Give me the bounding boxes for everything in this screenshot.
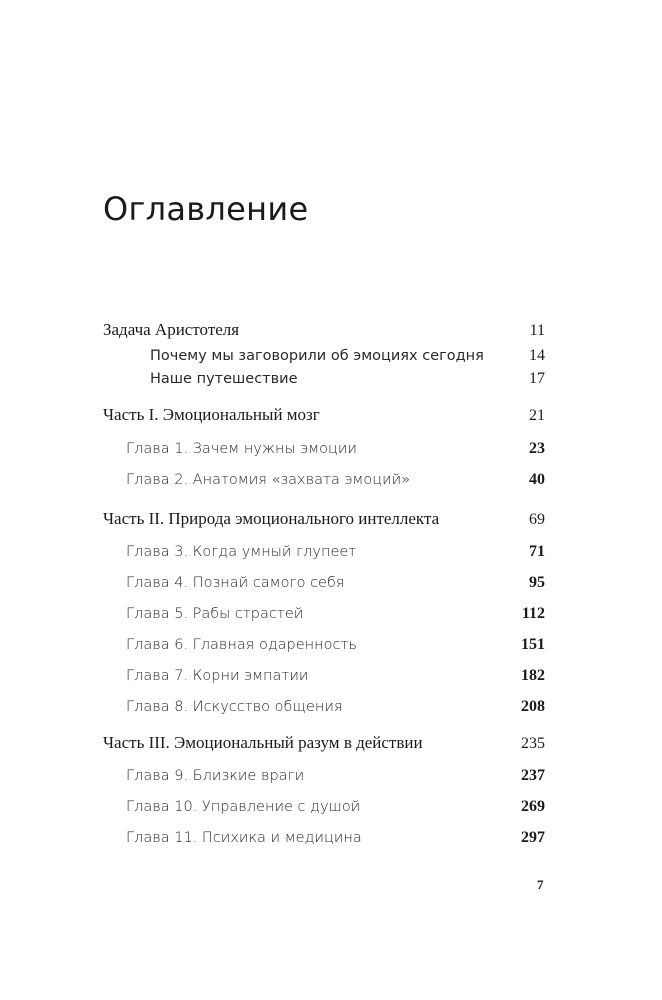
toc-entry-page: 151 (521, 636, 545, 653)
toc-part (103, 733, 545, 753)
toc-entry-page: 40 (529, 471, 545, 488)
toc-chapter (103, 636, 545, 654)
toc-entry-page: 14 (529, 347, 545, 364)
toc-chapter (103, 440, 545, 458)
toc-chapter (103, 605, 545, 623)
toc-chapter (103, 798, 545, 816)
toc-entry-label: Глава 2. Анатомия «захвата эмоций» (126, 472, 411, 488)
toc-entry-page: 17 (529, 370, 545, 387)
toc-section (103, 347, 545, 365)
toc-entry-label: Глава 7. Корни эмпатии (126, 668, 309, 684)
toc-entry-page: 112 (521, 605, 545, 622)
toc-entry-page: 297 (521, 829, 545, 846)
toc-entry-page: 23 (529, 440, 545, 457)
toc-entry-label: Глава 9. Близкие враги (126, 768, 305, 784)
toc-chapter (103, 471, 545, 489)
toc-entry-page: 237 (521, 767, 545, 784)
toc-entry-page: 21 (529, 407, 545, 424)
toc-part (103, 405, 545, 425)
toc-entry-label: Глава 5. Рабы страстей (126, 606, 304, 622)
toc-chapter (103, 767, 545, 785)
toc-entry-label: Почему мы заговорили об эмоциях сегодня (150, 348, 484, 364)
page-title: Оглавление (103, 190, 309, 228)
page-number: 7 (537, 877, 544, 892)
toc-entry-label: Наше путешествие (150, 371, 298, 387)
toc-chapter (103, 543, 545, 561)
toc-entry-page: 182 (521, 667, 545, 684)
toc-entry-label: Глава 4. Познай самого себя (126, 575, 345, 591)
toc-entry-label: Задача Аристотеля (103, 320, 240, 339)
toc-section (103, 370, 545, 388)
toc-chapter (103, 829, 545, 847)
toc-entry-label: Часть II. Природа эмоционального интеллекта (103, 509, 440, 528)
toc-entry-label: Глава 11. Психика и медицина (126, 830, 362, 846)
toc-entry-label: Глава 1. Зачем нужны эмоции (126, 441, 357, 457)
toc-chapter (103, 574, 545, 592)
toc-entry-label: Глава 3. Когда умный глупеет (126, 544, 357, 560)
toc-part (103, 509, 545, 529)
toc-entry-page: 71 (529, 543, 545, 560)
toc-entry-label: Часть I. Эмоциональный мозг (103, 405, 320, 424)
toc-chapter (103, 698, 545, 716)
toc-chapter (103, 667, 545, 685)
toc-entry-label: Глава 6. Главная одаренность (126, 637, 357, 653)
toc-entry-page: 269 (521, 798, 545, 815)
toc-entry-page: 208 (521, 698, 545, 715)
toc-entry-page: 11 (529, 322, 545, 339)
toc-entry-page: 95 (529, 574, 545, 591)
toc-entry-label: Глава 8. Искусство общения (126, 699, 343, 715)
toc-part-intro (103, 320, 545, 340)
toc-entry-label: Глава 10. Управление с душой (126, 799, 361, 815)
toc-entry-page: 69 (529, 511, 545, 528)
toc-entry-page: 235 (521, 735, 545, 752)
toc-entry-label: Часть III. Эмоциональный разум в действии (103, 733, 423, 752)
